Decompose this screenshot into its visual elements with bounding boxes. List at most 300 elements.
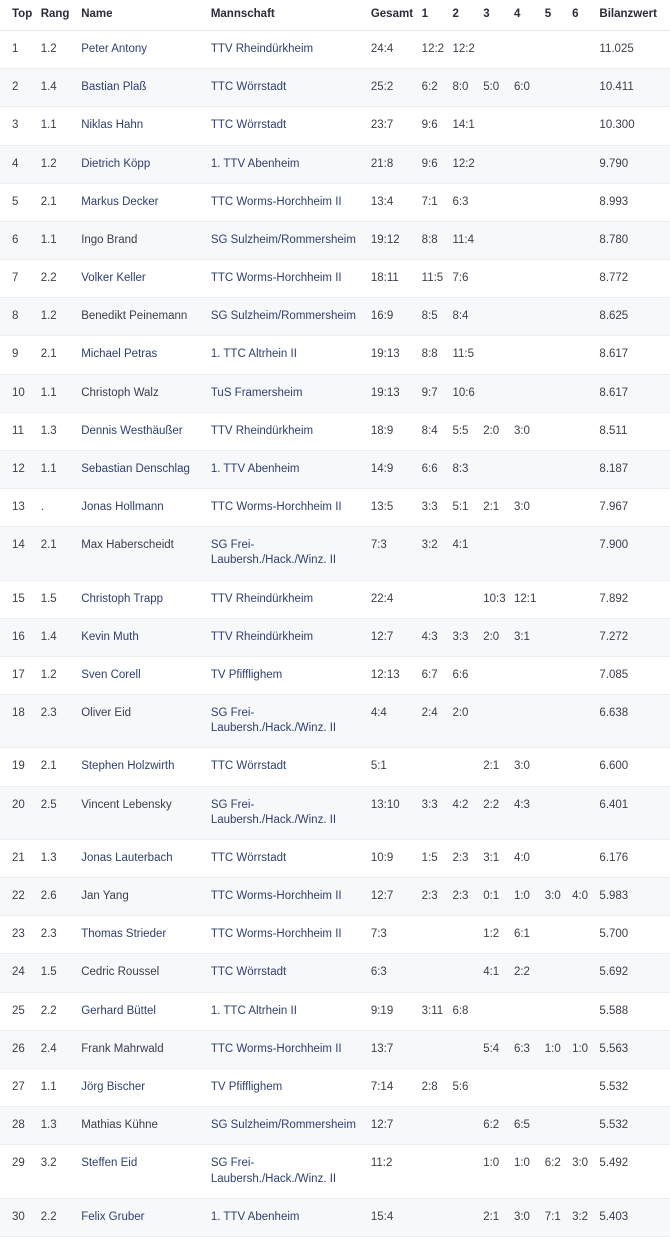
- table-row: [0, 580, 670, 618]
- cell-mannschaft[interactable]: [207, 916, 367, 954]
- cell-mannschaft[interactable]: [207, 786, 367, 839]
- player-link[interactable]: Sven Corell: [81, 668, 141, 681]
- cell-game-4: [510, 107, 541, 145]
- cell-game-2: 2:3: [448, 878, 479, 916]
- cell-game-1: [418, 580, 449, 618]
- cell-game-1: 9:7: [418, 374, 449, 412]
- cell-name[interactable]: [77, 656, 207, 694]
- cell-game-1: [418, 916, 449, 954]
- cell-rang: 2.4: [37, 1030, 78, 1068]
- cell-top: 4: [0, 145, 37, 183]
- cell-mannschaft[interactable]: [207, 878, 367, 916]
- cell-mannschaft[interactable]: [207, 107, 367, 145]
- table-row: [0, 1145, 670, 1198]
- cell-gesamt: 14:9: [367, 450, 418, 488]
- cell-name[interactable]: [77, 183, 207, 221]
- player-name: Jan Yang: [81, 890, 129, 903]
- cell-name[interactable]: [77, 69, 207, 107]
- team-link[interactable]: 1. TTC Altrhein II: [210, 348, 297, 361]
- player-link[interactable]: Dietrich Köpp: [81, 157, 151, 170]
- cell-game-5: [541, 298, 568, 336]
- cell-top: 24: [0, 954, 37, 992]
- table-row: [0, 107, 670, 145]
- cell-game-6: [568, 748, 595, 786]
- cell-game-3: 2:0: [479, 618, 510, 656]
- cell-bilanzwert: 8.617: [595, 374, 670, 412]
- team-link[interactable]: TTC Worms-Horchheim II: [210, 1042, 342, 1055]
- table-row: [0, 839, 670, 877]
- cell-rang: 2.1: [37, 748, 78, 786]
- cell-rang: .: [37, 489, 78, 527]
- table-row: [0, 786, 670, 839]
- cell-rang: 2.3: [37, 916, 78, 954]
- cell-game-5: [541, 1107, 568, 1145]
- cell-game-2: [448, 1107, 479, 1145]
- cell-gesamt: 12:13: [367, 656, 418, 694]
- cell-mannschaft[interactable]: [207, 1107, 367, 1145]
- cell-bilanzwert: 7.967: [595, 489, 670, 527]
- team-link[interactable]: TTC Worms-Horchheim II: [210, 195, 342, 208]
- cell-bilanzwert: 5.692: [595, 954, 670, 992]
- cell-mannschaft[interactable]: [207, 839, 367, 877]
- cell-game-3: [479, 527, 510, 580]
- cell-name: [77, 374, 207, 412]
- team-link[interactable]: TTC Worms-Horchheim II: [210, 272, 342, 285]
- cell-game-6: [568, 580, 595, 618]
- table-header-row: [0, 0, 670, 31]
- cell-rang: 1.2: [37, 145, 78, 183]
- cell-mannschaft[interactable]: [207, 412, 367, 450]
- team-link[interactable]: TuS Framersheim: [210, 386, 303, 399]
- cell-name[interactable]: [77, 580, 207, 618]
- cell-name[interactable]: [77, 412, 207, 450]
- cell-mannschaft[interactable]: [207, 1030, 367, 1068]
- cell-top: 1: [0, 31, 37, 69]
- cell-name[interactable]: [77, 260, 207, 298]
- cell-game-2: 4:2: [448, 786, 479, 839]
- team-link[interactable]: TTC Wörrstadt: [210, 81, 287, 94]
- cell-name[interactable]: [77, 839, 207, 877]
- cell-mannschaft[interactable]: [207, 221, 367, 259]
- cell-bilanzwert: 9.790: [595, 145, 670, 183]
- cell-game-6: [568, 916, 595, 954]
- cell-game-5: 1:0: [541, 1030, 568, 1068]
- player-link[interactable]: Michael Petras: [81, 348, 158, 361]
- team-link[interactable]: TTV Rheindürkheim: [210, 592, 314, 605]
- team-link[interactable]: TTC Worms-Horchheim II: [210, 928, 342, 941]
- cell-bilanzwert: 6.600: [595, 748, 670, 786]
- cell-game-3: [479, 260, 510, 298]
- cell-gesamt: 21:8: [367, 145, 418, 183]
- cell-top: 7: [0, 260, 37, 298]
- cell-name[interactable]: [77, 1198, 207, 1236]
- cell-name: [77, 527, 207, 580]
- cell-game-4: [510, 145, 541, 183]
- team-link[interactable]: TTC Wörrstadt: [210, 966, 287, 979]
- team-link[interactable]: TTV Rheindürkheim: [210, 43, 314, 55]
- player-name: Vincent Lebensky: [81, 798, 172, 811]
- cell-top: 11: [0, 412, 37, 450]
- cell-game-3: 6:2: [479, 1107, 510, 1145]
- cell-game-4: 3:0: [510, 489, 541, 527]
- cell-name[interactable]: [77, 748, 207, 786]
- cell-game-6: [568, 954, 595, 992]
- cell-top: 9: [0, 336, 37, 374]
- cell-gesamt: 4:4: [367, 695, 418, 748]
- team-link[interactable]: SG Sulzheim/Rommersheim: [210, 233, 356, 246]
- cell-mannschaft[interactable]: [207, 336, 367, 374]
- player-link[interactable]: Bastian Plaß: [81, 81, 147, 94]
- team-link[interactable]: TTC Wörrstadt: [210, 760, 287, 773]
- cell-mannschaft[interactable]: [207, 374, 367, 412]
- team-link[interactable]: TTV Rheindürkheim: [210, 424, 314, 437]
- team-link[interactable]: TV Pfifflighem: [210, 668, 283, 681]
- player-link[interactable]: Jörg Bischer: [81, 1080, 146, 1093]
- cell-rang: 1.4: [37, 69, 78, 107]
- column-header-game-3: 3: [479, 0, 510, 31]
- team-link[interactable]: SG Frei-Laubersh./Hack./Winz. II: [210, 707, 337, 735]
- cell-top: 23: [0, 916, 37, 954]
- cell-rang: 2.6: [37, 878, 78, 916]
- table-row: [0, 618, 670, 656]
- cell-mannschaft[interactable]: [207, 954, 367, 992]
- cell-game-3: [479, 183, 510, 221]
- cell-gesamt: 11:2: [367, 1145, 418, 1198]
- cell-name: [77, 1107, 207, 1145]
- cell-game-3: [479, 31, 510, 69]
- cell-game-6: [568, 31, 595, 69]
- cell-game-3: 2:2: [479, 786, 510, 839]
- cell-game-3: [479, 145, 510, 183]
- table-row: [0, 374, 670, 412]
- cell-game-1: 2:8: [418, 1068, 449, 1106]
- cell-rang: 1.2: [37, 298, 78, 336]
- cell-name[interactable]: [77, 992, 207, 1030]
- cell-game-6: [568, 260, 595, 298]
- team-link[interactable]: SG Frei-Laubersh./Hack./Winz. II: [210, 798, 337, 826]
- player-link[interactable]: Markus Decker: [81, 195, 159, 208]
- cell-game-2: 4:1: [448, 527, 479, 580]
- cell-game-5: [541, 786, 568, 839]
- column-header-top: Top: [0, 0, 37, 31]
- cell-mannschaft[interactable]: [207, 260, 367, 298]
- cell-game-5: [541, 489, 568, 527]
- cell-bilanzwert: 7.085: [595, 656, 670, 694]
- cell-bilanzwert: 5.983: [595, 878, 670, 916]
- player-link[interactable]: Niklas Hahn: [81, 119, 144, 132]
- cell-game-6: [568, 527, 595, 580]
- cell-game-6: 3:0: [568, 1145, 595, 1198]
- team-link[interactable]: TV Pfifflighem: [210, 1080, 283, 1093]
- cell-rang: 1.1: [37, 450, 78, 488]
- cell-mannschaft[interactable]: [207, 656, 367, 694]
- cell-mannschaft[interactable]: [207, 489, 367, 527]
- cell-gesamt: 12:7: [367, 618, 418, 656]
- cell-game-2: 12:2: [448, 145, 479, 183]
- cell-mannschaft[interactable]: [207, 1068, 367, 1106]
- cell-game-4: 3:1: [510, 618, 541, 656]
- cell-gesamt: 18:9: [367, 412, 418, 450]
- cell-game-4: 6:5: [510, 1107, 541, 1145]
- table-row: [0, 336, 670, 374]
- cell-game-3: [479, 374, 510, 412]
- team-link[interactable]: TTC Worms-Horchheim II: [210, 501, 342, 514]
- cell-name[interactable]: [77, 31, 207, 69]
- cell-game-5: [541, 412, 568, 450]
- cell-bilanzwert: 5.563: [595, 1030, 670, 1068]
- cell-name[interactable]: [77, 1068, 207, 1106]
- table-body: [0, 31, 670, 1237]
- cell-game-4: [510, 1068, 541, 1106]
- cell-mannschaft[interactable]: [207, 695, 367, 748]
- table-row: [0, 412, 670, 450]
- player-name: Oliver Eid: [81, 707, 132, 720]
- team-link[interactable]: SG Frei-Laubersh./Hack./Winz. II: [210, 1157, 337, 1185]
- cell-rang: 1.1: [37, 1068, 78, 1106]
- player-name: Ingo Brand: [81, 233, 138, 246]
- cell-gesamt: 6:3: [367, 954, 418, 992]
- team-link[interactable]: 1. TTV Abenheim: [210, 1210, 300, 1223]
- cell-game-2: 6:6: [448, 656, 479, 694]
- cell-top: 28: [0, 1107, 37, 1145]
- cell-game-1: 6:6: [418, 450, 449, 488]
- player-link[interactable]: Christoph Trapp: [81, 592, 164, 605]
- player-link[interactable]: Peter Antony: [81, 43, 148, 55]
- player-link[interactable]: Stephen Holzwirth: [81, 760, 175, 773]
- cell-gesamt: 23:7: [367, 107, 418, 145]
- cell-bilanzwert: 11.025: [595, 31, 670, 69]
- cell-game-2: [448, 954, 479, 992]
- cell-bilanzwert: 5.492: [595, 1145, 670, 1198]
- cell-game-3: 3:1: [479, 839, 510, 877]
- cell-game-6: [568, 839, 595, 877]
- cell-game-6: [568, 145, 595, 183]
- table-header: [0, 0, 670, 31]
- cell-game-2: 14:1: [448, 107, 479, 145]
- cell-mannschaft[interactable]: [207, 1145, 367, 1198]
- cell-mannschaft[interactable]: [207, 298, 367, 336]
- cell-game-5: [541, 954, 568, 992]
- cell-mannschaft[interactable]: [207, 1198, 367, 1236]
- cell-name[interactable]: [77, 489, 207, 527]
- cell-game-5: [541, 450, 568, 488]
- cell-top: 13: [0, 489, 37, 527]
- cell-game-4: [510, 298, 541, 336]
- cell-game-3: [479, 695, 510, 748]
- cell-name[interactable]: [77, 618, 207, 656]
- cell-game-1: 11:5: [418, 260, 449, 298]
- cell-game-4: 3:0: [510, 1198, 541, 1236]
- cell-rang: 1.5: [37, 580, 78, 618]
- cell-game-2: 8:0: [448, 69, 479, 107]
- cell-gesamt: 13:4: [367, 183, 418, 221]
- cell-game-3: [479, 992, 510, 1030]
- cell-rang: 1.4: [37, 618, 78, 656]
- team-link[interactable]: SG Sulzheim/Rommersheim: [210, 310, 356, 323]
- column-header-game-2: 2: [448, 0, 479, 31]
- table-row: [0, 1030, 670, 1068]
- table-row: [0, 1068, 670, 1106]
- team-link[interactable]: 1. TTV Abenheim: [210, 462, 300, 475]
- cell-bilanzwert: 5.532: [595, 1068, 670, 1106]
- cell-game-4: [510, 527, 541, 580]
- cell-game-5: 7:1: [541, 1198, 568, 1236]
- cell-game-4: 6:3: [510, 1030, 541, 1068]
- column-header-game-1: 1: [418, 0, 449, 31]
- cell-game-6: 1:0: [568, 1030, 595, 1068]
- cell-game-2: [448, 748, 479, 786]
- cell-bilanzwert: 6.176: [595, 839, 670, 877]
- cell-game-6: [568, 69, 595, 107]
- cell-mannschaft[interactable]: [207, 450, 367, 488]
- cell-game-3: 2:1: [479, 1198, 510, 1236]
- cell-game-3: 10:3: [479, 580, 510, 618]
- cell-name[interactable]: [77, 145, 207, 183]
- player-link[interactable]: Thomas Strieder: [81, 928, 167, 941]
- cell-game-1: 3:3: [418, 786, 449, 839]
- cell-game-6: [568, 221, 595, 259]
- cell-gesamt: 13:5: [367, 489, 418, 527]
- cell-game-5: [541, 221, 568, 259]
- cell-bilanzwert: 8.187: [595, 450, 670, 488]
- cell-name[interactable]: [77, 336, 207, 374]
- player-link[interactable]: Volker Keller: [81, 272, 146, 285]
- cell-top: 21: [0, 839, 37, 877]
- cell-bilanzwert: 6.401: [595, 786, 670, 839]
- cell-rang: 1.2: [37, 31, 78, 69]
- cell-game-3: 5:0: [479, 69, 510, 107]
- team-link[interactable]: TTC Wörrstadt: [210, 851, 287, 864]
- cell-gesamt: 9:19: [367, 992, 418, 1030]
- player-name: Benedikt Peinemann: [81, 310, 188, 323]
- table-row: [0, 954, 670, 992]
- cell-game-4: 3:0: [510, 412, 541, 450]
- cell-gesamt: 19:12: [367, 221, 418, 259]
- player-link[interactable]: Sebastian Denschlag: [81, 462, 190, 475]
- cell-name[interactable]: [77, 1145, 207, 1198]
- cell-game-1: [418, 1198, 449, 1236]
- cell-name[interactable]: [77, 916, 207, 954]
- team-link[interactable]: 1. TTC Altrhein II: [210, 1004, 297, 1017]
- cell-gesamt: 12:7: [367, 1107, 418, 1145]
- table-row: [0, 1107, 670, 1145]
- cell-bilanzwert: 8.617: [595, 336, 670, 374]
- cell-mannschaft[interactable]: [207, 31, 367, 69]
- cell-game-5: [541, 260, 568, 298]
- column-header-mannschaft: Mannschaft: [207, 0, 367, 31]
- player-link[interactable]: Felix Gruber: [81, 1210, 145, 1223]
- team-link[interactable]: SG Frei-Laubersh./Hack./Winz. II: [210, 539, 337, 567]
- cell-game-5: [541, 183, 568, 221]
- player-link[interactable]: Gerhard Büttel: [81, 1004, 156, 1017]
- cell-name: [77, 221, 207, 259]
- cell-rang: 1.3: [37, 1107, 78, 1145]
- cell-mannschaft[interactable]: [207, 527, 367, 580]
- team-link[interactable]: 1. TTV Abenheim: [210, 157, 300, 170]
- cell-mannschaft[interactable]: [207, 618, 367, 656]
- cell-bilanzwert: 7.272: [595, 618, 670, 656]
- table-row: [0, 145, 670, 183]
- cell-gesamt: 18:11: [367, 260, 418, 298]
- cell-top: 15: [0, 580, 37, 618]
- cell-mannschaft[interactable]: [207, 580, 367, 618]
- cell-game-1: [418, 1107, 449, 1145]
- cell-game-6: [568, 412, 595, 450]
- cell-game-6: [568, 183, 595, 221]
- player-link[interactable]: Jonas Lauterbach: [81, 851, 173, 864]
- cell-game-6: [568, 618, 595, 656]
- cell-mannschaft[interactable]: [207, 748, 367, 786]
- cell-rang: 2.2: [37, 992, 78, 1030]
- cell-bilanzwert: 5.403: [595, 1198, 670, 1236]
- cell-gesamt: 15:4: [367, 1198, 418, 1236]
- cell-game-5: [541, 107, 568, 145]
- cell-bilanzwert: 5.700: [595, 916, 670, 954]
- cell-game-1: [418, 1030, 449, 1068]
- cell-top: 26: [0, 1030, 37, 1068]
- cell-gesamt: 25:2: [367, 69, 418, 107]
- cell-name: [77, 878, 207, 916]
- cell-game-2: 3:3: [448, 618, 479, 656]
- player-link[interactable]: Kevin Muth: [81, 630, 139, 643]
- cell-mannschaft[interactable]: [207, 69, 367, 107]
- cell-game-2: [448, 1030, 479, 1068]
- table-row: [0, 31, 670, 69]
- cell-top: 8: [0, 298, 37, 336]
- cell-mannschaft[interactable]: [207, 145, 367, 183]
- cell-game-1: 6:7: [418, 656, 449, 694]
- cell-game-4: [510, 260, 541, 298]
- cell-game-1: [418, 748, 449, 786]
- player-link[interactable]: Jonas Hollmann: [81, 501, 164, 514]
- cell-game-4: [510, 450, 541, 488]
- cell-bilanzwert: 5.588: [595, 992, 670, 1030]
- table-row: [0, 298, 670, 336]
- cell-name: [77, 298, 207, 336]
- team-link[interactable]: TTC Worms-Horchheim II: [210, 890, 342, 903]
- cell-game-5: [541, 656, 568, 694]
- player-link[interactable]: Dennis Westhäußer: [81, 424, 183, 437]
- team-link[interactable]: TTC Wörrstadt: [210, 119, 287, 132]
- cell-rang: 1.1: [37, 107, 78, 145]
- cell-bilanzwert: 7.900: [595, 527, 670, 580]
- cell-top: 20: [0, 786, 37, 839]
- cell-game-2: [448, 916, 479, 954]
- player-link[interactable]: Steffen Eid: [81, 1157, 138, 1170]
- cell-game-3: [479, 450, 510, 488]
- cell-game-5: [541, 618, 568, 656]
- team-link[interactable]: SG Sulzheim/Rommersheim: [210, 1119, 356, 1132]
- team-link[interactable]: TTV Rheindürkheim: [210, 630, 314, 643]
- cell-mannschaft[interactable]: [207, 992, 367, 1030]
- cell-top: 10: [0, 374, 37, 412]
- cell-name: [77, 1030, 207, 1068]
- cell-game-4: 6:0: [510, 69, 541, 107]
- cell-game-5: [541, 527, 568, 580]
- cell-gesamt: 16:9: [367, 298, 418, 336]
- table-row: [0, 183, 670, 221]
- cell-rang: 1.3: [37, 412, 78, 450]
- cell-game-5: [541, 992, 568, 1030]
- cell-mannschaft[interactable]: [207, 183, 367, 221]
- cell-top: 3: [0, 107, 37, 145]
- cell-game-6: [568, 374, 595, 412]
- cell-name[interactable]: [77, 107, 207, 145]
- cell-name[interactable]: [77, 450, 207, 488]
- cell-game-3: [479, 221, 510, 259]
- cell-top: 16: [0, 618, 37, 656]
- cell-game-2: 5:5: [448, 412, 479, 450]
